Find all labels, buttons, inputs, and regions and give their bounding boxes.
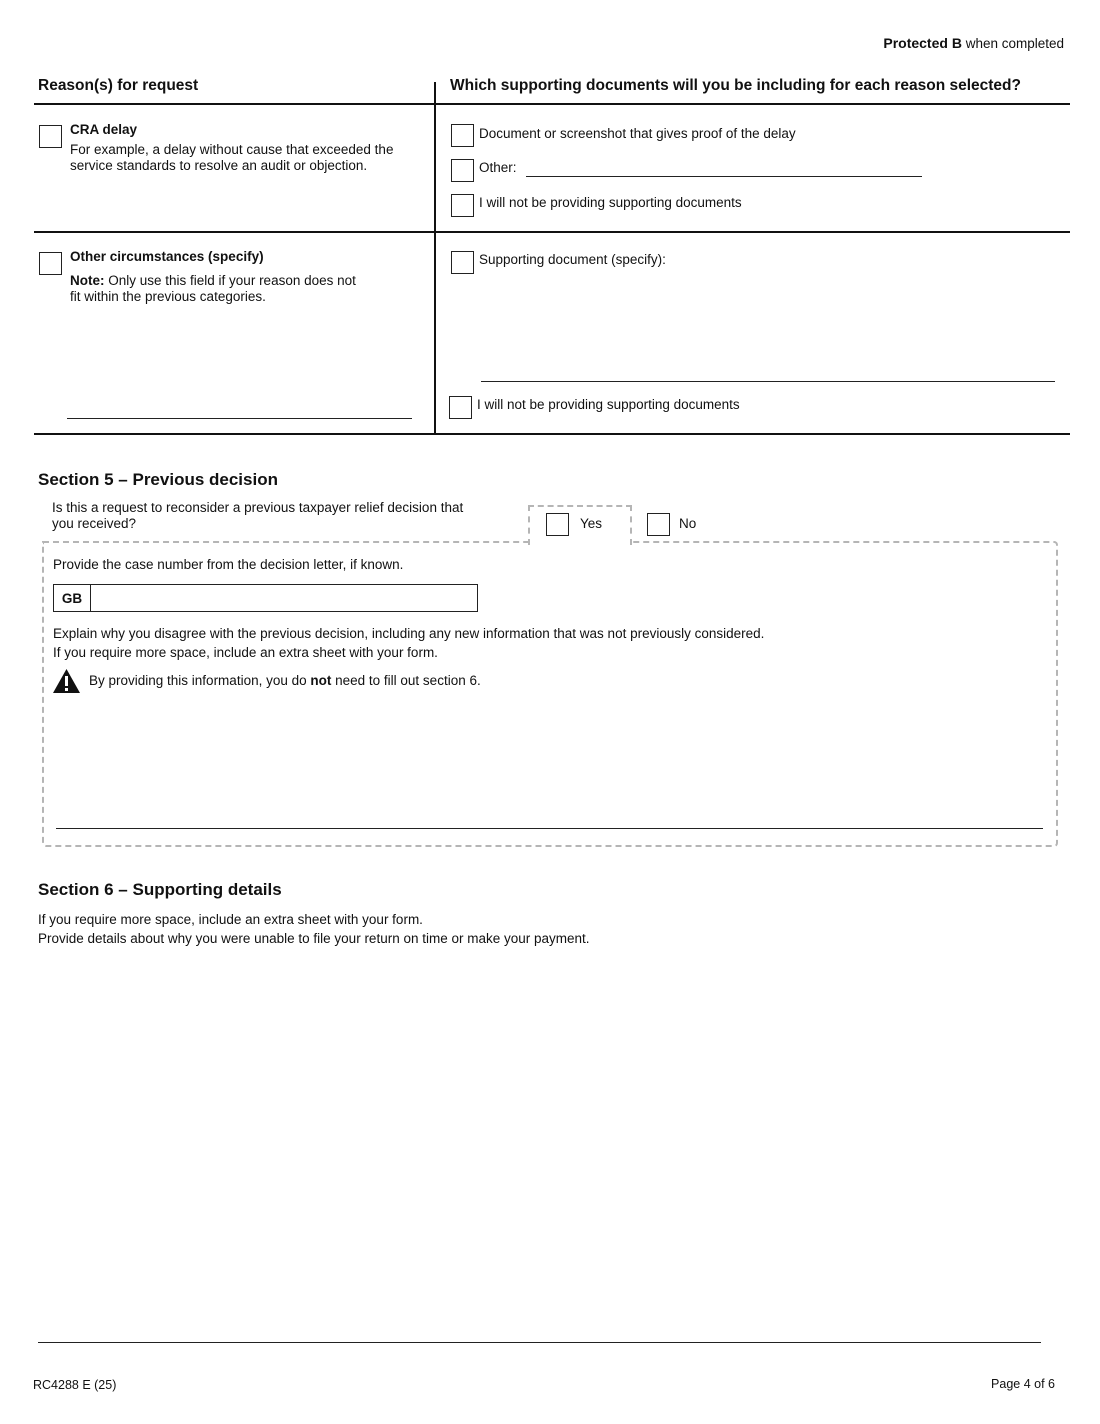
col-header-documents: Which supporting documents will you be including for each reason selected? xyxy=(450,77,1021,94)
previous-decision-yes-label: Yes xyxy=(580,516,603,531)
other-document-checkbox[interactable] xyxy=(451,159,474,182)
other-circumstances-note-line2: fit within the previous categories. xyxy=(70,289,266,304)
previous-decision-yes-checkbox[interactable] xyxy=(546,513,569,536)
section5-question-line2: you received? xyxy=(52,516,137,531)
table-top-rule xyxy=(34,103,1070,105)
explain-line1: Explain why you disagree with the previous decision, including any new information that was not previously considered. xyxy=(53,626,765,641)
protected-b-notice xyxy=(883,35,1064,51)
col-header-reasons: Reason(s) for request xyxy=(38,77,199,94)
other-circumstances-checkbox[interactable] xyxy=(39,252,62,275)
section6-line1: If you require more space, include an extra sheet with your form. xyxy=(38,912,423,927)
case-number-prompt: Provide the case number from the decision letter, if known. xyxy=(53,557,404,572)
warning-icon xyxy=(52,668,81,694)
previous-decision-no-checkbox[interactable] xyxy=(647,513,670,536)
note-text: Only use this field if your reason does not xyxy=(104,273,356,288)
case-number-input[interactable] xyxy=(90,584,478,612)
section5-question-line1: Is this a request to reconsider a previous taxpayer relief decision that xyxy=(52,500,464,515)
cra-delay-title: CRA delay xyxy=(70,122,138,137)
page-number: Page 4 of 6 xyxy=(991,1377,1055,1391)
disagreement-explanation-textarea[interactable] xyxy=(56,700,1043,829)
other-document-label: Other: xyxy=(479,160,517,175)
protected-b-bold: Protected B xyxy=(883,35,962,51)
other-circumstances-note-line1 xyxy=(70,273,356,289)
proof-of-delay-label: Document or screenshot that gives proof of the delay xyxy=(479,126,796,141)
form-identifier: RC4288 E (25) xyxy=(33,1378,117,1392)
case-number-prefix: GB xyxy=(53,584,91,612)
warning-text-pre: By providing this information, you do xyxy=(89,673,311,688)
note-bold: Note: xyxy=(70,273,105,288)
yes-tab-join xyxy=(530,540,630,544)
table-column-divider xyxy=(434,82,436,435)
other-circumstances-title: Other circumstances (specify) xyxy=(70,249,264,264)
other-document-input[interactable] xyxy=(526,158,922,177)
other-circumstances-specify-input[interactable] xyxy=(67,396,412,419)
warning-text xyxy=(89,673,481,689)
previous-decision-no-label: No xyxy=(679,516,697,531)
section6-title: Section 6 – Supporting details xyxy=(38,880,282,899)
warning-text-post: need to fill out section 6. xyxy=(331,673,481,688)
cra-delay-no-docs-checkbox[interactable] xyxy=(451,194,474,217)
other-circumstances-no-docs-label: I will not be providing supporting documents xyxy=(477,397,740,412)
warning-text-bold: not xyxy=(310,673,332,688)
supporting-document-checkbox[interactable] xyxy=(451,251,474,274)
cra-delay-desc-line2: service standards to resolve an audit or objection. xyxy=(70,158,368,173)
supporting-document-label: Supporting document (specify): xyxy=(479,252,666,267)
section5-title: Section 5 – Previous decision xyxy=(38,470,278,489)
table-bottom-rule xyxy=(34,433,1070,435)
protected-b-rest: when completed xyxy=(961,36,1064,51)
other-circumstances-no-docs-checkbox[interactable] xyxy=(449,396,472,419)
cra-delay-no-docs-label: I will not be providing supporting documents xyxy=(479,195,742,210)
proof-of-delay-checkbox[interactable] xyxy=(451,124,474,147)
table-row-divider xyxy=(34,231,1070,233)
supporting-details-textarea[interactable] xyxy=(38,955,1041,1343)
explain-line2: If you require more space, include an extra sheet with your form. xyxy=(53,645,438,660)
section6-line2: Provide details about why you were unable to file your return on time or make your payment. xyxy=(38,931,590,946)
cra-delay-checkbox[interactable] xyxy=(39,125,62,148)
supporting-document-specify-input[interactable] xyxy=(481,359,1055,382)
cra-delay-desc-line1: For example, a delay without cause that exceeded the xyxy=(70,142,394,157)
